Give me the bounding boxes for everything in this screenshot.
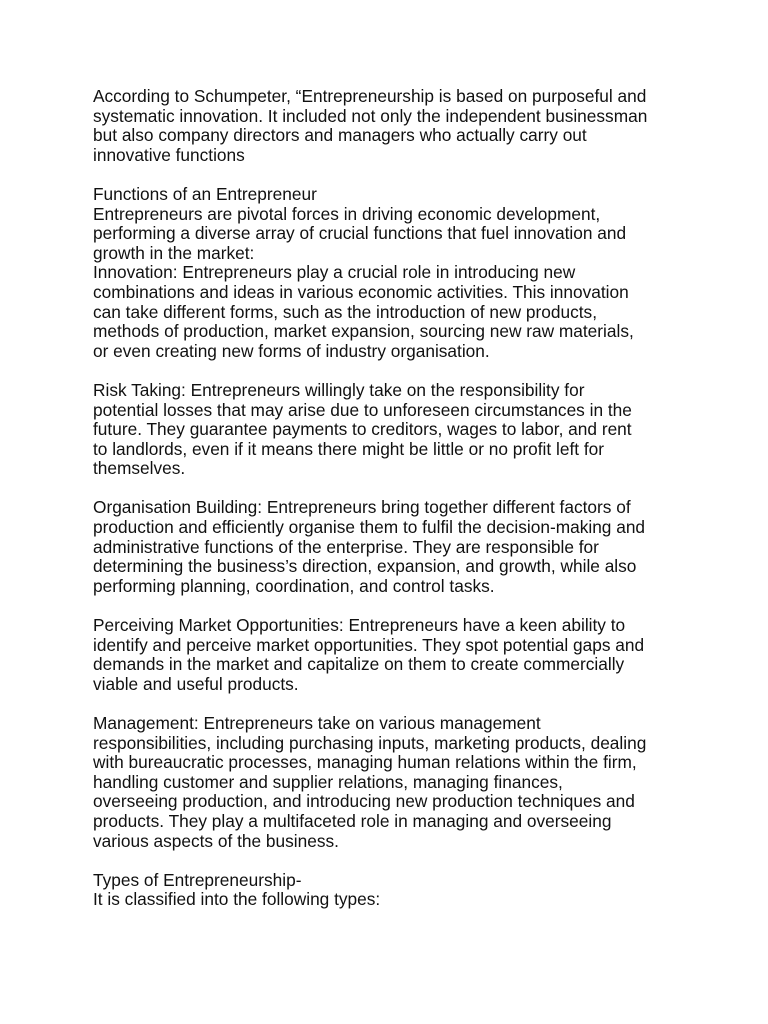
text-line: innovative functions [93,144,245,165]
text-line: or even creating new forms of industry organisation. [93,340,490,361]
text-line: Innovation: Entrepreneurs play a crucial role in introducing new [93,262,576,283]
text-line: but also company directors and managers who actually carry out [93,125,587,146]
text-line: viable and useful products. [93,673,299,694]
text-line: handling customer and supplier relations, managing finances, [93,771,563,792]
text-line: administrative functions of the enterprise. They are responsible for [93,536,599,557]
text-line: various aspects of the business. [93,830,339,851]
text-line: themselves. [93,458,186,479]
text-line: growth in the market: [93,242,255,263]
paragraph-risk-taking [93,381,678,479]
text-line: performing a diverse array of crucial functions that fuel innovation and [93,223,627,244]
paragraph-schumpeter-quote [93,87,678,165]
paragraph-organisation-building [93,498,678,596]
text-line: performing planning, coordination, and control tasks. [93,575,495,596]
paragraph-types [93,871,678,910]
text-line: combinations and ideas in various economic activities. This innovation [93,281,629,302]
text-line: It is classified into the following types: [93,889,381,910]
text-line: identify and perceive market opportunities. They spot potential gaps and [93,634,645,655]
text-line: systematic innovation. It included not only the independent businessman [93,105,648,126]
text-line: to landlords, even if it means there might be little or no profit left for [93,438,605,459]
text-line: According to Schumpeter, “Entrepreneurship is based on purposeful and [93,86,647,106]
text-line: Perceiving Market Opportunities: Entrepreneurs have a keen ability to [93,615,626,636]
paragraph-functions-intro [93,185,678,361]
text-line: potential losses that may arise due to unforeseen circumstances in the [93,399,632,420]
paragraph-market-opportunities [93,616,678,694]
text-line: demands in the market and capitalize on them to create commercially [93,654,625,675]
text-line: Management: Entrepreneurs take on various management [93,713,541,733]
text-line: responsibilities, including purchasing inputs, marketing products, dealing [93,732,647,753]
text-line: Risk Taking: Entrepreneurs willingly take on the responsibility for [93,379,585,400]
text-line: future. They guarantee payments to creditors, wages to labor, and rent [93,419,632,440]
text-line: products. They play a multifaceted role in managing and overseeing [93,810,612,831]
section-heading-functions: Functions of an Entrepreneur [93,183,317,204]
text-line: Entrepreneurs are pivotal forces in driving economic development, [93,203,601,224]
text-line: can take different forms, such as the introduction of new products, [93,301,597,322]
text-line: with bureaucratic processes, managing human relations within the firm, [93,752,637,773]
text-line: Organisation Building: Entrepreneurs bring together different factors of [93,497,631,518]
text-line: production and efficiently organise them to fulfil the decision-making and [93,517,646,538]
paragraph-management [93,714,678,851]
text-line: determining the business’s direction, expansion, and growth, while also [93,556,637,577]
section-heading-types: Types of Entrepreneurship- [93,869,302,890]
text-line: methods of production, market expansion, sourcing new raw materials, [93,321,634,342]
text-line: overseeing production, and introducing new production techniques and [93,791,635,812]
